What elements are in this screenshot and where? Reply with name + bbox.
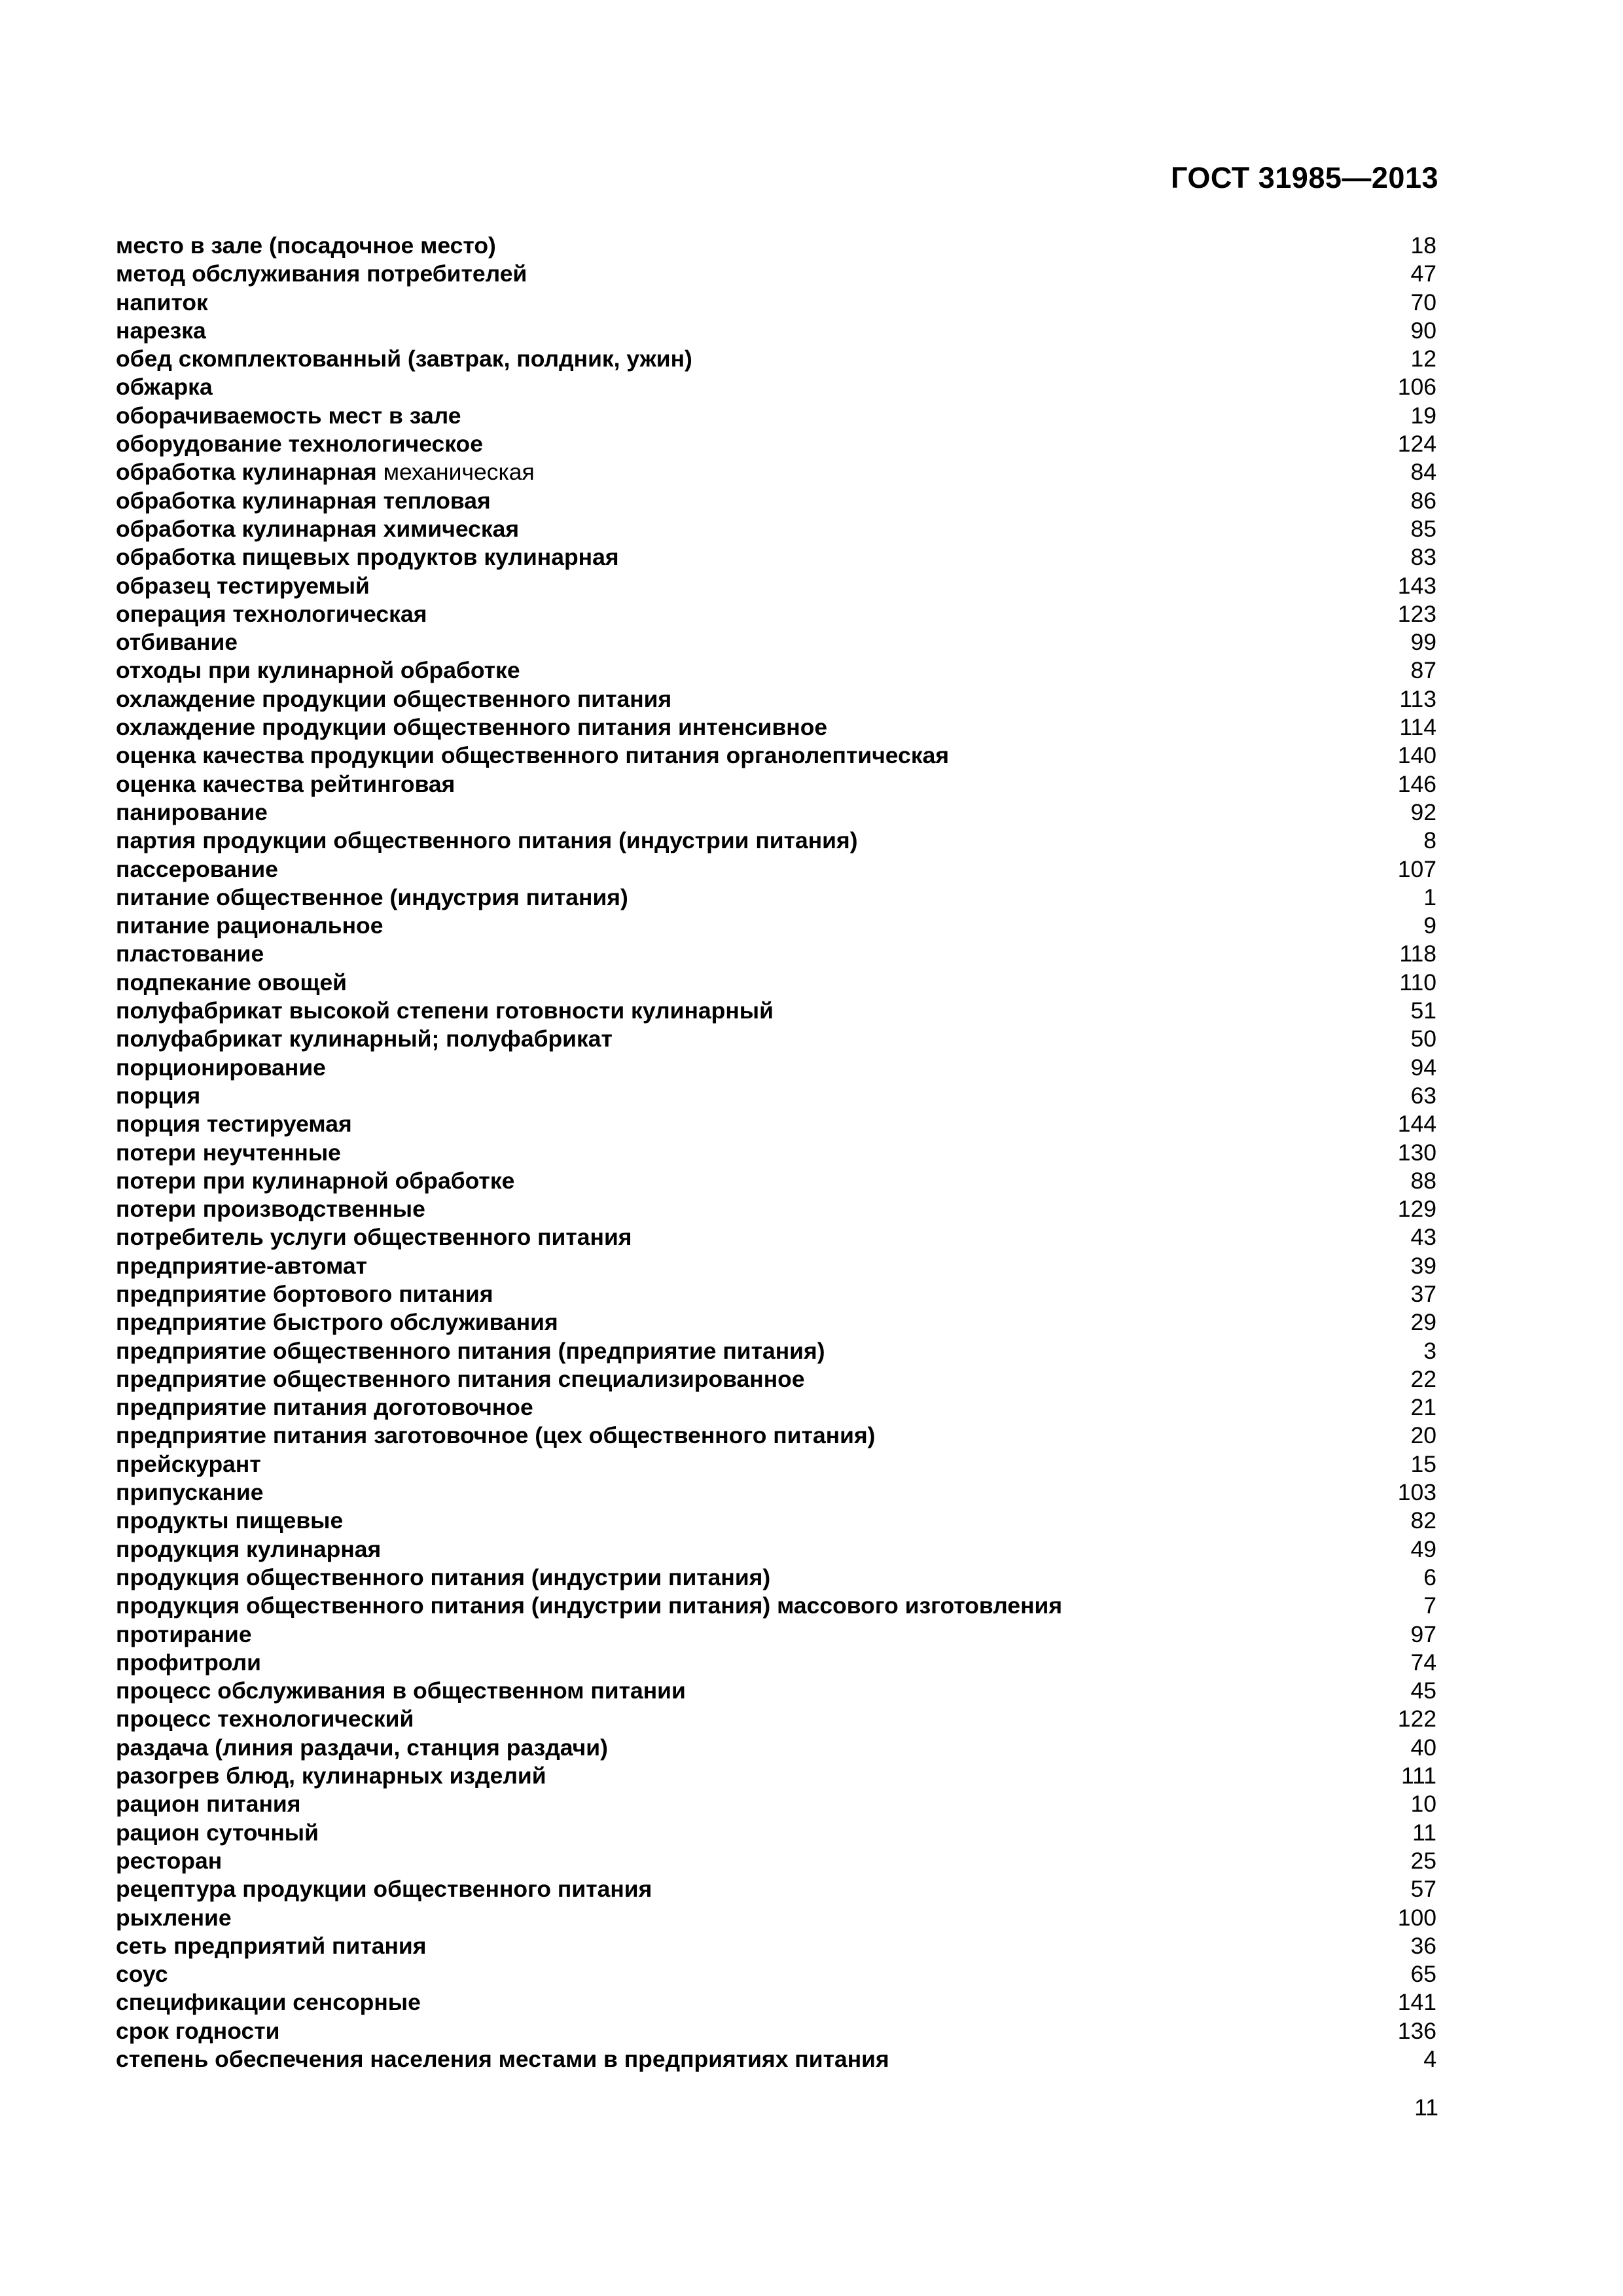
index-term-text: порционирование	[116, 1054, 326, 1081]
index-term	[116, 430, 483, 458]
index-entry	[116, 1762, 1436, 1790]
index-term-number: 99	[1410, 629, 1436, 656]
index-term-number: 22	[1410, 1365, 1436, 1392]
index-entry	[116, 1110, 1436, 1138]
index-entry	[116, 1564, 1436, 1592]
index-term-number: 122	[1397, 1706, 1436, 1732]
index-term-number: 129	[1397, 1196, 1436, 1223]
index-term-number: 90	[1410, 317, 1436, 344]
index-term-number: 86	[1410, 487, 1436, 514]
index-entry	[116, 656, 1436, 685]
index-term	[116, 1110, 352, 1138]
index-term-text: потребитель услуги общественного питания	[116, 1224, 632, 1251]
index-term-number: 103	[1397, 1479, 1436, 1506]
index-term	[116, 884, 628, 912]
index-term-text: продукция общественного питания (индустрии питания) массового изготовления	[116, 1592, 1063, 1619]
index-term	[116, 770, 455, 798]
index-term	[116, 1535, 381, 1564]
index-term-text: обработка пищевых продуктов кулинарная	[116, 544, 619, 571]
index-term-text: полуфабрикат высокой степени готовности кулинарный	[116, 997, 774, 1024]
index-term-number: 25	[1410, 1847, 1436, 1874]
index-entry	[116, 1082, 1436, 1110]
index-entry	[116, 1337, 1436, 1365]
index-term-number: 37	[1410, 1280, 1436, 1307]
index-term	[116, 600, 427, 628]
index-entry	[116, 1054, 1436, 1082]
index-term	[116, 1507, 343, 1535]
index-entry	[116, 1479, 1436, 1507]
index-entry	[116, 1025, 1436, 1053]
index-term	[116, 1450, 261, 1479]
index-term	[116, 543, 619, 571]
index-term-number: 11	[1412, 1819, 1436, 1846]
index-term-text: операция технологическая	[116, 600, 427, 627]
index-term-text: предприятие общественного питания специализированное	[116, 1365, 805, 1392]
index-term	[116, 1847, 222, 1875]
index-term-text: предприятие питания заготовочное (цех общественного питания)	[116, 1422, 876, 1449]
index-term-text: порция тестируемая	[116, 1111, 352, 1138]
index-entry	[116, 430, 1436, 458]
index-term-number: 88	[1410, 1167, 1436, 1194]
index-entry	[116, 827, 1436, 855]
index-entry	[116, 1932, 1436, 1960]
index-entry	[116, 1422, 1436, 1450]
index-term	[116, 1649, 261, 1677]
index-term-text: продукция кулинарная	[116, 1535, 382, 1562]
index-term-number: 6	[1423, 1564, 1436, 1590]
index-term-text: предприятие-автомат	[116, 1252, 367, 1279]
index-term-text: питание рациональное	[116, 912, 383, 939]
index-term-text: отбивание	[116, 629, 238, 656]
index-term-text: прейскурант	[116, 1450, 261, 1477]
index-term-number: 140	[1397, 742, 1436, 769]
index-term-text: подпекание овощей	[116, 969, 348, 996]
index-entry	[116, 572, 1436, 600]
index-entry	[116, 345, 1436, 373]
index-term-number: 4	[1423, 2046, 1436, 2072]
index-term-number: 1	[1423, 884, 1436, 910]
index-term-number: 92	[1410, 798, 1436, 825]
index-term-number: 94	[1410, 1054, 1436, 1081]
index-term	[116, 685, 671, 713]
index-term-number: 110	[1399, 969, 1436, 996]
index-term-number: 57	[1410, 1876, 1436, 1903]
index-term-text: пластование	[116, 941, 264, 967]
index-term	[116, 1195, 425, 1223]
index-entry	[116, 317, 1436, 345]
index-term	[116, 1819, 319, 1847]
index-term	[116, 487, 491, 515]
index-term-number: 141	[1397, 1989, 1436, 2016]
index-term	[116, 1479, 264, 1507]
index-term	[116, 1082, 200, 1110]
index-term	[116, 458, 535, 486]
index-term	[116, 827, 858, 855]
index-entry	[116, 742, 1436, 770]
index-term-number: 124	[1397, 431, 1436, 457]
index-entry	[116, 515, 1436, 543]
index-entry	[116, 1280, 1436, 1308]
index-entry	[116, 1819, 1436, 1847]
index-term-number: 82	[1410, 1507, 1436, 1534]
index-entry	[116, 260, 1436, 288]
index-term-text: предприятие быстрого обслуживания	[116, 1309, 558, 1336]
index-term-text: рацион суточный	[116, 1819, 319, 1846]
index-term	[116, 1308, 558, 1336]
index-entry	[116, 940, 1436, 968]
index-term-text: охлаждение продукции общественного питания интенсивное	[116, 714, 828, 741]
index-entry	[116, 1167, 1436, 1195]
index-term	[116, 402, 461, 430]
index-term-number: 136	[1397, 2017, 1436, 2044]
document-code-header: ГОСТ 31985—2013	[1170, 161, 1438, 194]
index-term	[116, 1280, 493, 1308]
index-term	[116, 1337, 825, 1365]
index-term-text: рыхление	[116, 1904, 232, 1931]
index-term	[116, 969, 347, 997]
index-term-number: 106	[1397, 374, 1436, 401]
index-term-text: процесс технологический	[116, 1706, 414, 1732]
index-entry	[116, 969, 1436, 997]
index-entry	[116, 1677, 1436, 1705]
index-term-number: 47	[1410, 260, 1436, 287]
index-term	[116, 742, 949, 770]
index-term-text: питание общественное (индустрия питания)	[116, 884, 628, 910]
index-entry	[116, 855, 1436, 884]
index-term-text: оборачиваемость мест в зале	[116, 402, 461, 429]
index-term-number: 63	[1410, 1082, 1436, 1109]
index-term	[116, 1677, 686, 1705]
index-entry	[116, 884, 1436, 912]
index-entry	[116, 1365, 1436, 1393]
index-term-text: срок годности	[116, 2017, 280, 2044]
index-entry	[116, 1847, 1436, 1875]
index-entry	[116, 1790, 1436, 1818]
index-term-text: оценка качества продукции общественного питания органолептическая	[116, 742, 950, 769]
index-term-number: 114	[1399, 714, 1436, 741]
index-term	[116, 1932, 426, 1960]
index-term-text: припускание	[116, 1479, 264, 1506]
index-entry	[116, 1904, 1436, 1932]
index-entry	[116, 1450, 1436, 1479]
index-term	[116, 317, 206, 345]
index-entry	[116, 402, 1436, 430]
index-term-text: место в зале (посадочное место)	[116, 232, 496, 259]
index-entry	[116, 1960, 1436, 1988]
index-entry	[116, 1988, 1436, 2017]
index-term-number: 65	[1410, 1961, 1436, 1988]
index-entry	[116, 1734, 1436, 1762]
index-entry	[116, 1393, 1436, 1422]
index-entry	[116, 373, 1436, 401]
index-term-text: обработка кулинарная	[116, 459, 377, 486]
index-term-number: 113	[1399, 685, 1436, 712]
index-term	[116, 2045, 889, 2073]
index-term	[116, 997, 774, 1025]
index-term-text: рецептура продукции общественного питания	[116, 1876, 652, 1903]
index-term-number: 40	[1410, 1734, 1436, 1761]
index-term-text: раздача (линия раздачи, станция раздачи)	[116, 1734, 608, 1761]
index-term	[116, 628, 238, 656]
index-term	[116, 1960, 168, 1988]
index-term-text: степень обеспечения населения местами в предприятиях питания	[116, 2046, 889, 2072]
index-term	[116, 373, 213, 401]
index-entry	[116, 2017, 1436, 2045]
index-term-text: панирование	[116, 798, 268, 825]
index-term-text: соус	[116, 1961, 168, 1988]
index-entry	[116, 458, 1436, 486]
index-term-number: 123	[1397, 600, 1436, 627]
index-term-number: 85	[1410, 515, 1436, 542]
index-term-text: предприятие бортового питания	[116, 1280, 493, 1307]
index-term-text: оценка качества рейтинговая	[116, 770, 455, 797]
index-term	[116, 1988, 421, 2017]
index-entry	[116, 1223, 1436, 1251]
index-entry	[116, 1195, 1436, 1223]
index-term	[116, 260, 527, 288]
index-term-number: 111	[1401, 1763, 1436, 1789]
index-term-number: 146	[1397, 770, 1436, 797]
index-term	[116, 940, 264, 968]
index-term-number: 10	[1410, 1791, 1436, 1818]
index-term-text: оборудование технологическое	[116, 431, 483, 457]
index-term-number: 9	[1423, 912, 1436, 939]
index-term	[116, 855, 278, 884]
index-term-number: 8	[1423, 827, 1436, 854]
index-entry	[116, 600, 1436, 628]
index-term-number: 144	[1397, 1111, 1436, 1138]
index-term	[116, 1790, 300, 1818]
index-entry	[116, 232, 1436, 260]
page-number: 11	[1414, 2094, 1438, 2121]
index-term-text: порция	[116, 1082, 201, 1109]
index-term	[116, 1564, 770, 1592]
index-entry	[116, 798, 1436, 827]
index-term-number: 7	[1423, 1592, 1436, 1619]
index-entry	[116, 1308, 1436, 1336]
index-entry	[116, 289, 1436, 317]
index-term-text: обжарка	[116, 374, 213, 401]
index-term-number: 18	[1410, 232, 1436, 259]
index-term-text: партия продукции общественного питания (индустрии питания)	[116, 827, 858, 854]
index-term-text: обед скомплектованный (завтрак, полдник, ужин)	[116, 346, 692, 372]
index-entry	[116, 1705, 1436, 1733]
index-term-number: 43	[1410, 1224, 1436, 1251]
index-term	[116, 1393, 533, 1422]
index-term-text: напиток	[116, 289, 208, 315]
index-term	[116, 798, 268, 827]
index-term-number: 15	[1410, 1450, 1436, 1477]
index-term-number: 118	[1399, 941, 1436, 967]
index-term-text: протирание	[116, 1621, 252, 1647]
index-entry	[116, 487, 1436, 515]
index-term-text: охлаждение продукции общественного питания	[116, 685, 672, 712]
index-entry	[116, 543, 1436, 571]
index-term-text: ресторан	[116, 1847, 223, 1874]
index-term-qualifier: механическая	[376, 459, 535, 486]
index-entry	[116, 1592, 1436, 1620]
index-term	[116, 515, 519, 543]
index-entry	[116, 912, 1436, 940]
index-term-text: сеть предприятий питания	[116, 1932, 427, 1959]
index-term-number: 97	[1410, 1621, 1436, 1647]
index-term-number: 70	[1410, 289, 1436, 315]
index-term-text: нарезка	[116, 317, 206, 344]
index-term	[116, 1365, 805, 1393]
index-term	[116, 1592, 1062, 1620]
index-term-number: 130	[1397, 1139, 1436, 1166]
alphabetical-index-list	[116, 232, 1436, 2073]
index-term-text: процесс обслуживания в общественном питании	[116, 1677, 686, 1704]
index-entry	[116, 1252, 1436, 1280]
index-term	[116, 232, 496, 260]
index-term-number: 51	[1410, 997, 1436, 1024]
index-entry	[116, 1875, 1436, 1903]
index-term-text: профитроли	[116, 1649, 261, 1676]
index-term-text: предприятие питания доготовочное	[116, 1394, 533, 1421]
index-entry	[116, 2045, 1436, 2073]
index-term	[116, 1762, 546, 1790]
index-entry	[116, 770, 1436, 798]
index-term	[116, 1025, 613, 1053]
index-term-number: 50	[1410, 1026, 1436, 1052]
index-term	[116, 1252, 367, 1280]
index-entry	[116, 1649, 1436, 1677]
index-term-number: 87	[1410, 657, 1436, 684]
index-term	[116, 1734, 608, 1762]
index-term-text: метод обслуживания потребителей	[116, 260, 527, 287]
index-term-number: 19	[1410, 402, 1436, 429]
index-term-number: 143	[1397, 572, 1436, 599]
index-entry	[116, 685, 1436, 713]
index-term	[116, 1875, 652, 1903]
index-entry	[116, 1507, 1436, 1535]
index-term-number: 20	[1410, 1422, 1436, 1449]
index-term	[116, 912, 383, 940]
index-entry	[116, 1139, 1436, 1167]
index-term-text: продукты пищевые	[116, 1507, 344, 1534]
index-term	[116, 1705, 414, 1733]
index-term	[116, 1223, 632, 1251]
index-term-number: 29	[1410, 1309, 1436, 1336]
index-term-number: 74	[1410, 1649, 1436, 1676]
index-entry	[116, 1621, 1436, 1649]
index-term-text: предприятие общественного питания (предприятие питания)	[116, 1337, 825, 1364]
index-term-number: 12	[1410, 346, 1436, 372]
index-term	[116, 2017, 279, 2045]
index-term-text: разогрев блюд, кулинарных изделий	[116, 1763, 546, 1789]
index-term	[116, 1422, 876, 1450]
index-term	[116, 289, 208, 317]
index-term-number: 49	[1410, 1535, 1436, 1562]
index-term-text: продукция общественного питания (индустрии питания)	[116, 1564, 771, 1590]
index-term	[116, 1621, 252, 1649]
index-term-number: 45	[1410, 1677, 1436, 1704]
index-term	[116, 1904, 232, 1932]
index-term-number: 39	[1410, 1252, 1436, 1279]
index-term-text: обработка кулинарная тепловая	[116, 487, 491, 514]
index-term-text: образец тестируемый	[116, 572, 370, 599]
index-term	[116, 572, 370, 600]
index-term-number: 36	[1410, 1932, 1436, 1959]
index-term-text: потери неучтенные	[116, 1139, 341, 1166]
index-term	[116, 1167, 514, 1195]
index-entry	[116, 1535, 1436, 1564]
index-term	[116, 1139, 341, 1167]
index-term	[116, 713, 827, 742]
index-term	[116, 1054, 326, 1082]
index-term	[116, 656, 520, 685]
index-term-number: 83	[1410, 544, 1436, 571]
index-term-text: отходы при кулинарной обработке	[116, 657, 520, 684]
index-term	[116, 345, 692, 373]
index-term-text: обработка кулинарная химическая	[116, 515, 520, 542]
index-term-text: пассерование	[116, 855, 278, 882]
index-term-number: 3	[1423, 1337, 1436, 1364]
index-entry	[116, 713, 1436, 742]
index-term-number: 21	[1410, 1394, 1436, 1421]
index-entry	[116, 997, 1436, 1025]
index-term-text: потери производственные	[116, 1196, 425, 1223]
index-term-number: 84	[1410, 459, 1436, 486]
index-term-number: 100	[1397, 1904, 1436, 1931]
index-entry	[116, 628, 1436, 656]
index-term-text: рацион питания	[116, 1791, 301, 1818]
index-term-text: спецификации сенсорные	[116, 1989, 421, 2016]
index-term-number: 107	[1397, 855, 1436, 882]
index-term-text: потери при кулинарной обработке	[116, 1167, 515, 1194]
index-term-text: полуфабрикат кулинарный; полуфабрикат	[116, 1026, 613, 1052]
